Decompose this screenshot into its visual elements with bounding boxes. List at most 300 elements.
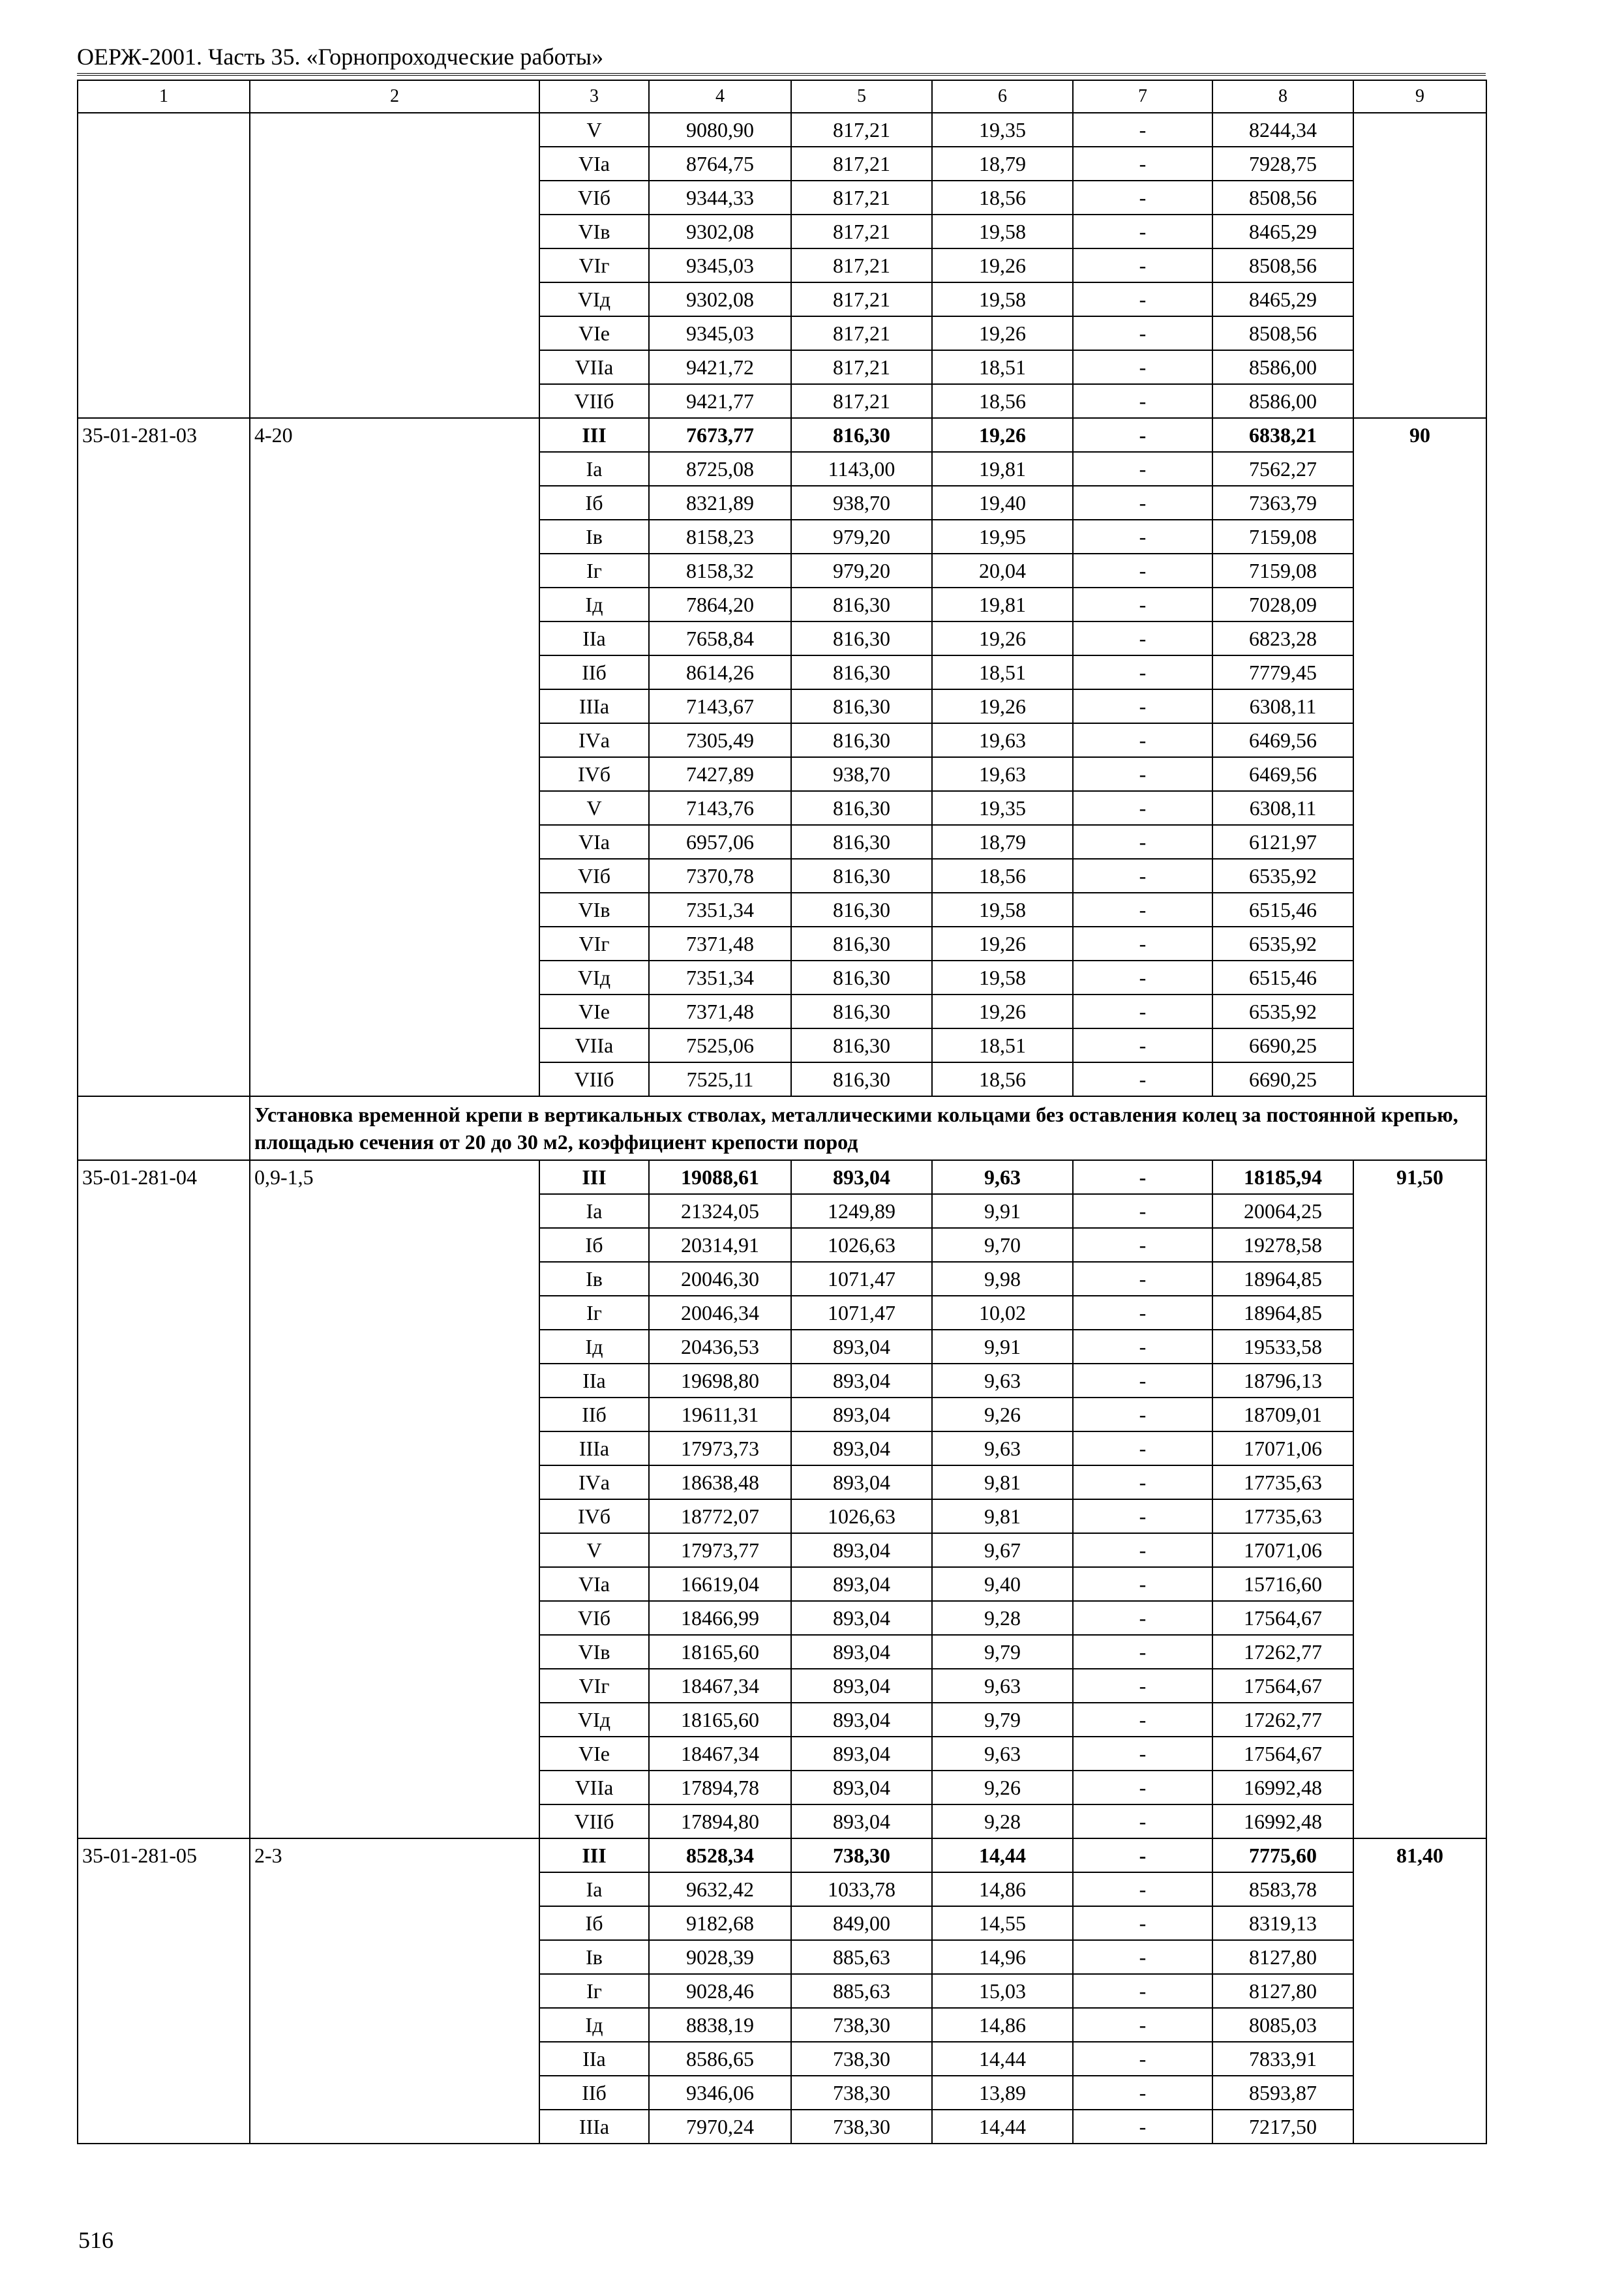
cell-zone: Iд — [539, 2008, 649, 2042]
cell-machines: 10,02 — [932, 1296, 1073, 1330]
cell-direct-costs: 9302,08 — [649, 282, 791, 316]
cell-zone: VIе — [539, 1737, 649, 1771]
cell-machines: 9,26 — [932, 1771, 1073, 1804]
cell-machines: 19,26 — [932, 621, 1073, 655]
cell-wages: 893,04 — [791, 1465, 932, 1499]
cell-zone: IIIа — [539, 2110, 649, 2144]
cell-drivers-wages: - — [1073, 350, 1212, 384]
cell-direct-costs: 7970,24 — [649, 2110, 791, 2144]
cell-machines: 14,96 — [932, 1940, 1073, 1974]
cell-drivers-wages: - — [1073, 554, 1212, 588]
cell-drivers-wages: - — [1073, 893, 1212, 927]
cell-direct-costs: 8586,65 — [649, 2042, 791, 2076]
cell-direct-costs: 8725,08 — [649, 452, 791, 486]
cell-zone: VIб — [539, 1601, 649, 1635]
cell-materials: 17564,67 — [1212, 1669, 1353, 1703]
cell-zone: Iа — [539, 1194, 649, 1228]
cell-wages: 938,70 — [791, 486, 932, 520]
cell-materials: 6535,92 — [1212, 995, 1353, 1028]
cell-zone: IVб — [539, 1499, 649, 1533]
cell-wages: 893,04 — [791, 1330, 932, 1364]
cell-direct-costs: 8321,89 — [649, 486, 791, 520]
cell-drivers-wages: - — [1073, 1601, 1212, 1635]
cell-drivers-wages: - — [1073, 418, 1212, 452]
cell-machines: 18,56 — [932, 859, 1073, 893]
cell-machines: 19,95 — [932, 520, 1073, 554]
cell-drivers-wages: - — [1073, 452, 1212, 486]
cell-wages: 893,04 — [791, 1635, 932, 1669]
cell-machines: 19,63 — [932, 757, 1073, 791]
cell-materials: 6121,97 — [1212, 825, 1353, 859]
cell-wages: 816,30 — [791, 621, 932, 655]
cell-zone: VIб — [539, 859, 649, 893]
cell-drivers-wages: - — [1073, 1062, 1212, 1096]
cell-machines: 18,51 — [932, 1028, 1073, 1062]
cell-direct-costs: 9080,90 — [649, 113, 791, 147]
cell-wages: 979,20 — [791, 554, 932, 588]
cell-wages: 816,30 — [791, 655, 932, 689]
cell-wages: 817,21 — [791, 181, 932, 215]
cell-zone: Iа — [539, 452, 649, 486]
cell-wages: 893,04 — [791, 1160, 932, 1194]
cell-direct-costs: 18772,07 — [649, 1499, 791, 1533]
cell-zone: Iд — [539, 1330, 649, 1364]
cell-machines: 15,03 — [932, 1974, 1073, 2008]
cell-machines: 18,79 — [932, 147, 1073, 181]
cell-machines: 19,26 — [932, 927, 1073, 961]
cell-wages: 817,21 — [791, 316, 932, 350]
cell-materials: 8508,56 — [1212, 181, 1353, 215]
cell-direct-costs: 7673,77 — [649, 418, 791, 452]
cell-drivers-wages: - — [1073, 1974, 1212, 2008]
cell-wages: 738,30 — [791, 2042, 932, 2076]
cell-materials: 17564,67 — [1212, 1737, 1353, 1771]
cell-zone: VIIб — [539, 1062, 649, 1096]
cell-drivers-wages: - — [1073, 825, 1212, 859]
cell-direct-costs: 8838,19 — [649, 2008, 791, 2042]
cell-drivers-wages: - — [1073, 181, 1212, 215]
cell-zone: IVб — [539, 757, 649, 791]
cell-drivers-wages: - — [1073, 1398, 1212, 1431]
cell-zone: III — [539, 1838, 649, 1872]
cell-machines: 19,58 — [932, 961, 1073, 995]
cell-code — [78, 113, 250, 418]
cell-machines: 9,79 — [932, 1635, 1073, 1669]
cell-materials: 7833,91 — [1212, 2042, 1353, 2076]
cell-wages: 816,30 — [791, 1028, 932, 1062]
column-header: 8 — [1212, 80, 1353, 113]
cell-materials: 16992,48 — [1212, 1804, 1353, 1838]
column-header: 1 — [78, 80, 250, 113]
cell-zone: V — [539, 113, 649, 147]
cell-wages: 938,70 — [791, 757, 932, 791]
cell-direct-costs: 7351,34 — [649, 893, 791, 927]
cell-direct-costs: 7370,78 — [649, 859, 791, 893]
cell-machines: 9,81 — [932, 1465, 1073, 1499]
cell-code: 35-01-281-04 — [78, 1160, 250, 1838]
cell-drivers-wages: - — [1073, 927, 1212, 961]
cell-zone: Iа — [539, 1872, 649, 1906]
cell-direct-costs: 9345,03 — [649, 248, 791, 282]
cell-machines: 18,56 — [932, 384, 1073, 418]
cell-machines: 19,81 — [932, 452, 1073, 486]
cell-drivers-wages: - — [1073, 113, 1212, 147]
cell-wages: 893,04 — [791, 1567, 932, 1601]
cell-zone: V — [539, 1533, 649, 1567]
cell-materials: 19278,58 — [1212, 1228, 1353, 1262]
price-table — [77, 80, 1487, 2144]
cell-machines: 9,26 — [932, 1398, 1073, 1431]
cell-direct-costs: 17973,77 — [649, 1533, 791, 1567]
cell-drivers-wages: - — [1073, 791, 1212, 825]
cell-parameter — [250, 113, 539, 418]
cell-direct-costs: 19611,31 — [649, 1398, 791, 1431]
cell-machines: 19,26 — [932, 248, 1073, 282]
cell-machines: 9,40 — [932, 1567, 1073, 1601]
cell-direct-costs: 7864,20 — [649, 588, 791, 621]
cell-drivers-wages: - — [1073, 1703, 1212, 1737]
cell-drivers-wages: - — [1073, 2110, 1212, 2144]
column-header-row — [78, 80, 1486, 113]
column-header: 3 — [539, 80, 649, 113]
cell-direct-costs: 17894,80 — [649, 1804, 791, 1838]
cell-labor: 91,50 — [1353, 1160, 1486, 1838]
cell-direct-costs: 9421,77 — [649, 384, 791, 418]
cell-wages: 885,63 — [791, 1974, 932, 2008]
cell-drivers-wages: - — [1073, 1465, 1212, 1499]
cell-drivers-wages: - — [1073, 1194, 1212, 1228]
cell-machines: 18,51 — [932, 350, 1073, 384]
cell-direct-costs: 19088,61 — [649, 1160, 791, 1194]
cell-drivers-wages: - — [1073, 1431, 1212, 1465]
cell-direct-costs: 7427,89 — [649, 757, 791, 791]
cell-materials: 6838,21 — [1212, 418, 1353, 452]
cell-materials: 8127,80 — [1212, 1974, 1353, 2008]
cell-wages: 817,21 — [791, 215, 932, 248]
cell-direct-costs: 20046,34 — [649, 1296, 791, 1330]
cell-materials: 8244,34 — [1212, 113, 1353, 147]
cell-wages: 817,21 — [791, 147, 932, 181]
cell-zone: Iб — [539, 1906, 649, 1940]
cell-zone: VIе — [539, 316, 649, 350]
cell-materials: 6469,56 — [1212, 757, 1353, 791]
cell-zone: VIа — [539, 147, 649, 181]
cell-direct-costs: 18638,48 — [649, 1465, 791, 1499]
cell-zone: Iг — [539, 554, 649, 588]
cell-machines: 14,44 — [932, 2110, 1073, 2144]
cell-materials: 18185,94 — [1212, 1160, 1353, 1194]
cell-drivers-wages: - — [1073, 621, 1212, 655]
cell-wages: 816,30 — [791, 927, 932, 961]
column-header: 5 — [791, 80, 932, 113]
cell-machines: 14,55 — [932, 1906, 1073, 1940]
cell-materials: 17262,77 — [1212, 1635, 1353, 1669]
cell-wages: 849,00 — [791, 1906, 932, 1940]
cell-machines: 19,26 — [932, 316, 1073, 350]
cell-materials: 17564,67 — [1212, 1601, 1353, 1635]
cell-materials: 8593,87 — [1212, 2076, 1353, 2110]
cell-labor: 81,40 — [1353, 1838, 1486, 2144]
cell-direct-costs: 20046,30 — [649, 1262, 791, 1296]
cell-zone: Iв — [539, 1940, 649, 1974]
cell-zone: IIа — [539, 621, 649, 655]
cell-materials: 6515,46 — [1212, 961, 1353, 995]
cell-materials: 6308,11 — [1212, 689, 1353, 723]
cell-wages: 816,30 — [791, 418, 932, 452]
cell-drivers-wages: - — [1073, 1499, 1212, 1533]
cell-direct-costs: 9028,46 — [649, 1974, 791, 2008]
cell-wages: 738,30 — [791, 2076, 932, 2110]
cell-wages: 816,30 — [791, 723, 932, 757]
cell-wages: 893,04 — [791, 1601, 932, 1635]
cell-machines: 14,44 — [932, 1838, 1073, 1872]
cell-direct-costs: 9182,68 — [649, 1906, 791, 1940]
cell-zone: III — [539, 418, 649, 452]
cell-zone: VIа — [539, 1567, 649, 1601]
cell-drivers-wages: - — [1073, 1228, 1212, 1262]
cell-wages: 1026,63 — [791, 1499, 932, 1533]
cell-materials: 18964,85 — [1212, 1262, 1353, 1296]
page-number: 516 — [78, 2227, 113, 2253]
cell-materials: 17735,63 — [1212, 1499, 1353, 1533]
cell-zone: Iг — [539, 1296, 649, 1330]
cell-direct-costs: 18466,99 — [649, 1601, 791, 1635]
cell-machines: 9,67 — [932, 1533, 1073, 1567]
cell-machines: 9,91 — [932, 1330, 1073, 1364]
cell-machines: 9,63 — [932, 1431, 1073, 1465]
cell-drivers-wages: - — [1073, 384, 1212, 418]
table-body — [78, 80, 1486, 2144]
cell-drivers-wages: - — [1073, 1737, 1212, 1771]
cell-machines: 19,58 — [932, 282, 1073, 316]
cell-direct-costs: 7371,48 — [649, 927, 791, 961]
cell-drivers-wages: - — [1073, 1533, 1212, 1567]
cell-materials: 7562,27 — [1212, 452, 1353, 486]
cell-wages: 738,30 — [791, 1838, 932, 1872]
cell-materials: 6535,92 — [1212, 859, 1353, 893]
cell-wages: 1249,89 — [791, 1194, 932, 1228]
cell-machines: 19,40 — [932, 486, 1073, 520]
section-spacer — [78, 1096, 250, 1160]
cell-direct-costs: 17894,78 — [649, 1771, 791, 1804]
cell-wages: 816,30 — [791, 689, 932, 723]
cell-direct-costs: 18165,60 — [649, 1635, 791, 1669]
cell-materials: 18796,13 — [1212, 1364, 1353, 1398]
cell-zone: Iв — [539, 1262, 649, 1296]
cell-drivers-wages: - — [1073, 1940, 1212, 1974]
cell-machines: 9,98 — [932, 1262, 1073, 1296]
cell-materials: 8583,78 — [1212, 1872, 1353, 1906]
cell-wages: 893,04 — [791, 1703, 932, 1737]
cell-machines: 9,28 — [932, 1601, 1073, 1635]
cell-machines: 19,26 — [932, 418, 1073, 452]
cell-wages: 738,30 — [791, 2110, 932, 2144]
cell-code: 35-01-281-05 — [78, 1838, 250, 2144]
cell-wages: 816,30 — [791, 995, 932, 1028]
cell-machines: 14,86 — [932, 2008, 1073, 2042]
cell-machines: 9,91 — [932, 1194, 1073, 1228]
cell-wages: 816,30 — [791, 1062, 932, 1096]
cell-code: 35-01-281-03 — [78, 418, 250, 1096]
cell-direct-costs: 19698,80 — [649, 1364, 791, 1398]
cell-wages: 893,04 — [791, 1364, 932, 1398]
cell-drivers-wages: - — [1073, 1296, 1212, 1330]
cell-wages: 817,21 — [791, 384, 932, 418]
cell-direct-costs: 20314,91 — [649, 1228, 791, 1262]
cell-drivers-wages: - — [1073, 1028, 1212, 1062]
cell-zone: Iб — [539, 1228, 649, 1262]
cell-zone: VIд — [539, 961, 649, 995]
cell-machines: 9,63 — [932, 1737, 1073, 1771]
cell-parameter: 4-20 — [250, 418, 539, 1096]
cell-materials: 8508,56 — [1212, 248, 1353, 282]
cell-materials: 7779,45 — [1212, 655, 1353, 689]
cell-direct-costs: 18467,34 — [649, 1669, 791, 1703]
cell-materials: 8127,80 — [1212, 1940, 1353, 1974]
cell-drivers-wages: - — [1073, 1567, 1212, 1601]
cell-drivers-wages: - — [1073, 1872, 1212, 1906]
cell-materials: 6308,11 — [1212, 791, 1353, 825]
cell-drivers-wages: - — [1073, 248, 1212, 282]
cell-direct-costs: 6957,06 — [649, 825, 791, 859]
cell-zone: VIIб — [539, 384, 649, 418]
cell-wages: 885,63 — [791, 1940, 932, 1974]
cell-materials: 17071,06 — [1212, 1431, 1353, 1465]
cell-machines: 13,89 — [932, 2076, 1073, 2110]
cell-zone: VIIа — [539, 1771, 649, 1804]
cell-zone: IIб — [539, 655, 649, 689]
column-header: 2 — [250, 80, 539, 113]
column-header: 4 — [649, 80, 791, 113]
cell-materials: 8586,00 — [1212, 350, 1353, 384]
cell-wages: 979,20 — [791, 520, 932, 554]
cell-zone: VIа — [539, 825, 649, 859]
cell-wages: 817,21 — [791, 248, 932, 282]
cell-wages: 1071,47 — [791, 1296, 932, 1330]
cell-materials: 7159,08 — [1212, 520, 1353, 554]
cell-materials: 19533,58 — [1212, 1330, 1353, 1364]
cell-direct-costs: 9421,72 — [649, 350, 791, 384]
cell-machines: 9,63 — [932, 1160, 1073, 1194]
cell-wages: 1071,47 — [791, 1262, 932, 1296]
cell-drivers-wages: - — [1073, 859, 1212, 893]
cell-drivers-wages: - — [1073, 215, 1212, 248]
cell-wages: 817,21 — [791, 282, 932, 316]
cell-zone: Iг — [539, 1974, 649, 2008]
cell-wages: 816,30 — [791, 588, 932, 621]
cell-wages: 893,04 — [791, 1398, 932, 1431]
cell-wages: 1143,00 — [791, 452, 932, 486]
cell-zone: V — [539, 791, 649, 825]
cell-materials: 8508,56 — [1212, 316, 1353, 350]
cell-machines: 19,58 — [932, 215, 1073, 248]
cell-materials: 17262,77 — [1212, 1703, 1353, 1737]
cell-machines: 9,63 — [932, 1669, 1073, 1703]
cell-machines: 9,28 — [932, 1804, 1073, 1838]
cell-direct-costs: 7525,06 — [649, 1028, 791, 1062]
cell-zone: VIIб — [539, 1804, 649, 1838]
cell-wages: 893,04 — [791, 1737, 932, 1771]
column-header: 9 — [1353, 80, 1486, 113]
cell-materials: 17071,06 — [1212, 1533, 1353, 1567]
cell-wages: 816,30 — [791, 859, 932, 893]
cell-direct-costs: 18467,34 — [649, 1737, 791, 1771]
cell-materials: 16992,48 — [1212, 1771, 1353, 1804]
cell-direct-costs: 20436,53 — [649, 1330, 791, 1364]
cell-wages: 1026,63 — [791, 1228, 932, 1262]
cell-materials: 7363,79 — [1212, 486, 1353, 520]
cell-zone: VIв — [539, 1635, 649, 1669]
cell-direct-costs: 7525,11 — [649, 1062, 791, 1096]
cell-machines: 19,35 — [932, 113, 1073, 147]
cell-direct-costs: 16619,04 — [649, 1567, 791, 1601]
cell-machines: 19,58 — [932, 893, 1073, 927]
cell-drivers-wages: - — [1073, 1669, 1212, 1703]
cell-direct-costs: 9302,08 — [649, 215, 791, 248]
cell-direct-costs: 9344,33 — [649, 181, 791, 215]
cell-direct-costs: 8158,32 — [649, 554, 791, 588]
cell-drivers-wages: - — [1073, 1160, 1212, 1194]
cell-materials: 18709,01 — [1212, 1398, 1353, 1431]
section-title: Установка временной крепи в вертикальных стволах, металлическими кольцами без оставления колец за постоянной крепью, площадью сечения от 20 до 30 м2, коэффициент крепости пород — [250, 1096, 1486, 1160]
cell-materials: 6690,25 — [1212, 1028, 1353, 1062]
cell-direct-costs: 8528,34 — [649, 1838, 791, 1872]
cell-wages: 893,04 — [791, 1669, 932, 1703]
cell-materials: 15716,60 — [1212, 1567, 1353, 1601]
table-row — [78, 1160, 1486, 1194]
cell-drivers-wages: - — [1073, 1330, 1212, 1364]
table-row — [78, 1838, 1486, 1872]
cell-materials: 6515,46 — [1212, 893, 1353, 927]
cell-zone: IIа — [539, 1364, 649, 1398]
cell-direct-costs: 9028,39 — [649, 1940, 791, 1974]
cell-direct-costs: 7143,67 — [649, 689, 791, 723]
cell-materials: 7928,75 — [1212, 147, 1353, 181]
cell-direct-costs: 8158,23 — [649, 520, 791, 554]
cell-wages: 893,04 — [791, 1804, 932, 1838]
cell-materials: 8465,29 — [1212, 215, 1353, 248]
cell-drivers-wages: - — [1073, 2042, 1212, 2076]
cell-drivers-wages: - — [1073, 1635, 1212, 1669]
cell-drivers-wages: - — [1073, 995, 1212, 1028]
cell-wages: 817,21 — [791, 350, 932, 384]
cell-zone: IIIа — [539, 1431, 649, 1465]
cell-zone: VIд — [539, 282, 649, 316]
cell-zone: IIб — [539, 2076, 649, 2110]
cell-zone: IVа — [539, 1465, 649, 1499]
cell-drivers-wages: - — [1073, 1771, 1212, 1804]
cell-zone: Iд — [539, 588, 649, 621]
cell-zone: Iб — [539, 486, 649, 520]
cell-drivers-wages: - — [1073, 1364, 1212, 1398]
cell-machines: 20,04 — [932, 554, 1073, 588]
cell-direct-costs: 7351,34 — [649, 961, 791, 995]
cell-materials: 7775,60 — [1212, 1838, 1353, 1872]
cell-zone: VIг — [539, 927, 649, 961]
cell-drivers-wages: - — [1073, 2008, 1212, 2042]
cell-drivers-wages: - — [1073, 2076, 1212, 2110]
cell-drivers-wages: - — [1073, 588, 1212, 621]
cell-direct-costs: 21324,05 — [649, 1194, 791, 1228]
cell-machines: 19,35 — [932, 791, 1073, 825]
cell-direct-costs: 7371,48 — [649, 995, 791, 1028]
cell-machines: 18,56 — [932, 1062, 1073, 1096]
cell-materials: 8586,00 — [1212, 384, 1353, 418]
cell-machines: 19,63 — [932, 723, 1073, 757]
cell-materials: 6823,28 — [1212, 621, 1353, 655]
cell-machines: 18,56 — [932, 181, 1073, 215]
cell-machines: 19,26 — [932, 689, 1073, 723]
